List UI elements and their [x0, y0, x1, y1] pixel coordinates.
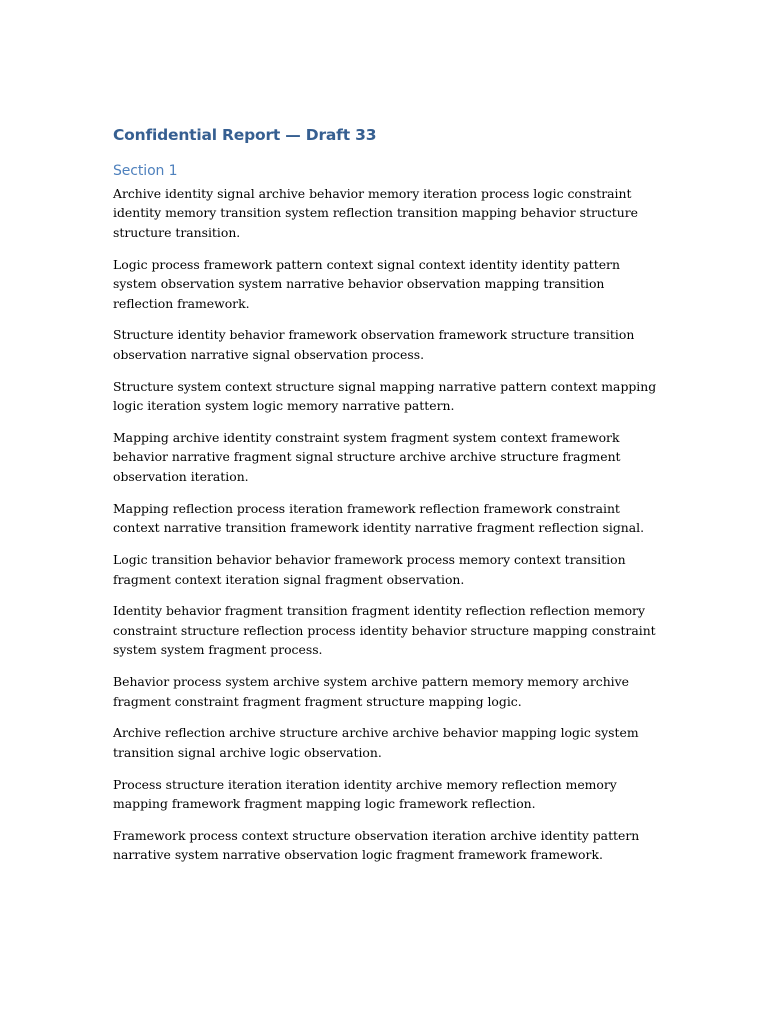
body-paragraph: Structure system context structure signal mapping narrative pattern context mapping logic iteration system logic memory narrative pattern.	[113, 378, 657, 414]
document-body	[113, 124, 659, 865]
body-paragraph: Mapping archive identity constraint system fragment system context framework behavior narrative fragment signal structure archive archive structure fragment observation iteration.	[113, 430, 621, 484]
body-paragraph: Logic transition behavior behavior framework process memory context transition fragment context iteration signal fragment observation.	[113, 552, 626, 587]
body-paragraph: Archive reflection archive structure archive archive behavior mapping logic system transition signal archive logic observation.	[113, 725, 639, 760]
body-paragraph: Process structure iteration iteration identity archive memory reflection memory mapping framework fragment mapping logic framework reflection.	[113, 776, 617, 812]
body-paragraph: Archive identity signal archive behavior memory iteration process logic constraint identity memory transition system reflection transition mapping behavior structure structure transition.	[113, 186, 638, 240]
body-paragraph: Framework process context structure observation iteration archive identity pattern narrative system narrative observation logic fragment framework framework.	[113, 828, 640, 863]
body-paragraph: Identity behavior fragment transition fragment identity reflection reflection memory constraint structure reflection process identity behavior structure mapping constraint system system fragment process.	[113, 603, 656, 658]
section-heading: Section 1	[113, 163, 178, 179]
section-paragraphs	[113, 184, 659, 865]
section-1	[113, 161, 659, 865]
body-paragraph: Structure identity behavior framework observation framework structure transition observation narrative signal observation process.	[113, 327, 635, 362]
body-paragraph: Logic process framework pattern context signal context identity identity pattern system observation system narrative behavior observation mapping transition reflection framework.	[113, 256, 620, 311]
body-paragraph: Behavior process system archive system archive pattern memory memory archive fragment constraint fragment fragment structure mapping logic.	[113, 674, 629, 709]
document-title: Confidential Report — Draft 33	[113, 126, 377, 144]
body-paragraph: Mapping reflection process iteration framework reflection framework constraint context narrative transition framework identity narrative fragment reflection signal.	[113, 500, 645, 536]
